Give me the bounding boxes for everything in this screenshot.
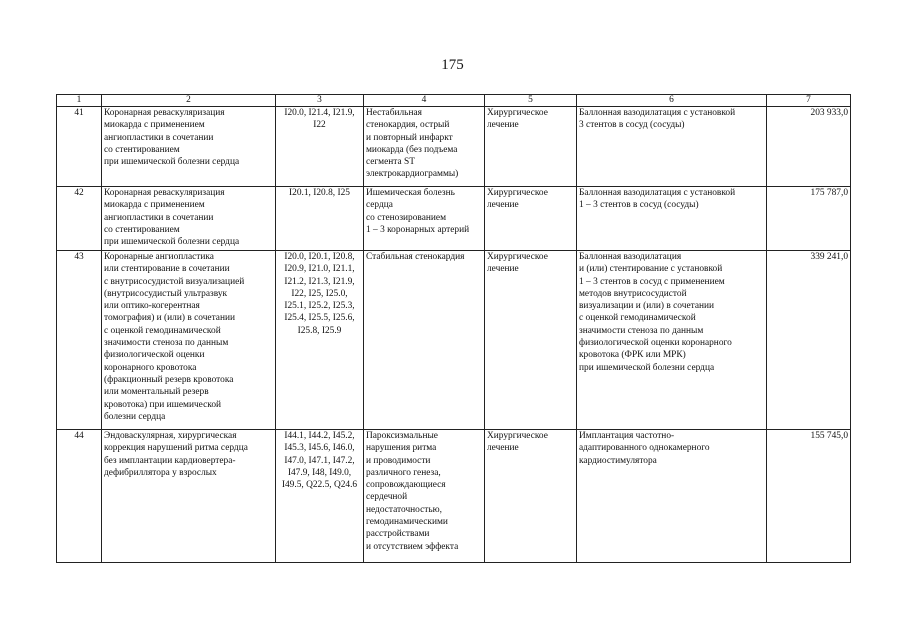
cell-line: кровотока (ФРК или МРК) [579, 350, 686, 361]
cell-line: сердечной [366, 492, 408, 503]
cell-line: Ишемическая болезнь [366, 188, 455, 198]
cell-line: коррекция нарушений ритма сердца [104, 443, 248, 454]
table-row [57, 107, 851, 187]
cell-line: при ишемической болезни сердца [104, 237, 240, 248]
patient-model [364, 251, 485, 430]
treatment-method [577, 187, 767, 251]
cell-line: I20.0, I21.4, I21.9, [284, 108, 355, 118]
column-header: 3 [276, 95, 364, 107]
cell-line: лечение [487, 200, 519, 211]
cell-line: I25.8, I25.9 [297, 325, 342, 336]
cell-line: адаптированного однокамерного [579, 443, 710, 454]
cell-line: расстройствами [366, 529, 430, 540]
cell-line: ангиопластики в сочетании [104, 212, 214, 223]
cell-line: Коронарная реваскуляризация [104, 188, 225, 198]
cell-line: сегмента ST [366, 157, 415, 168]
row-number: 41 [57, 107, 102, 187]
cell-line: стенокардия, острый [366, 120, 450, 131]
cell-line: Хирургическое [487, 108, 548, 118]
cell-line: Пароксизмальные [366, 431, 438, 441]
icd-codes [276, 430, 364, 563]
cell-line: и проводимости [366, 455, 431, 466]
cell-line: I20.9, I21.0, I21.1, [284, 264, 355, 275]
table-row [57, 430, 851, 563]
cell-line: кардиостимулятора [579, 455, 657, 466]
cell-line: коронарного кровотока [104, 362, 197, 373]
tariff-table [56, 94, 851, 563]
service-name [102, 430, 276, 563]
cell-line: томография) и (или) в сочетании [104, 313, 236, 324]
cell-line: 3 стентов в сосуд (сосуды) [579, 120, 685, 131]
treatment-method [577, 107, 767, 187]
cell-line: недостаточностью, [366, 504, 442, 515]
cell-line: или моментальный резерв [104, 387, 209, 398]
service-name [102, 187, 276, 251]
cell-line: лечение [487, 443, 519, 454]
cell-line: значимости стеноза по данным [579, 325, 704, 336]
price: 155 745,0 [767, 430, 851, 563]
column-header: 7 [767, 95, 851, 107]
table-row [57, 251, 851, 430]
cell-line: I22 [313, 120, 326, 131]
cell-line: 1 – 3 стентов в сосуд с применением [579, 276, 725, 287]
icd-codes [276, 251, 364, 430]
cell-line: лечение [487, 120, 519, 131]
column-header: 6 [577, 95, 767, 107]
price: 175 787,0 [767, 187, 851, 251]
price: 339 241,0 [767, 251, 851, 430]
cell-line: миокарда с применением [104, 120, 205, 131]
cell-line: I21.2, I21.3, I21.9, [284, 276, 355, 287]
cell-line: миокарда с применением [104, 200, 205, 211]
icd-codes [276, 107, 364, 187]
cell-line: и повторный инфаркт [366, 132, 453, 143]
treatment-type [485, 187, 577, 251]
patient-model [364, 187, 485, 251]
cell-line: и отсутствием эффекта [366, 541, 459, 552]
column-header: 4 [364, 95, 485, 107]
cell-line: с оценкой гемодинамической [579, 313, 696, 324]
cell-line: Хирургическое [487, 188, 548, 198]
cell-line: электрокардиограммы) [366, 169, 459, 180]
row-number: 43 [57, 251, 102, 430]
cell-line: Баллонная вазодилатация с установкой [579, 108, 736, 118]
service-name [102, 107, 276, 187]
treatment-type [485, 430, 577, 563]
cell-line: Эндоваскулярная, хирургическая [104, 431, 237, 441]
table-row [57, 187, 851, 251]
page-number: 175 [441, 57, 464, 73]
cell-line: кровотока) при ишемической [104, 399, 222, 410]
cell-line: со стентированием [104, 224, 180, 235]
cell-line: или оптико-когерентная [104, 301, 200, 312]
row-number: 42 [57, 187, 102, 251]
cell-line: физиологической оценки [104, 350, 205, 361]
cell-line: различного генеза, [366, 467, 441, 478]
icd-codes [276, 187, 364, 251]
cell-line: 1 – 3 стентов в сосуд (сосуды) [579, 200, 699, 211]
cell-line: I47.0, I47.1, I47.2, [284, 455, 355, 466]
cell-line: 1 – 3 коронарных артерий [366, 224, 470, 235]
cell-line: (внутрисосудистый ультразвук [104, 288, 228, 299]
treatment-method [577, 430, 767, 563]
price: 203 933,0 [767, 107, 851, 187]
cell-line: I25.1, I25.2, I25.3, [284, 301, 355, 312]
column-header: 5 [485, 95, 577, 107]
cell-line: болезни сердца [104, 411, 166, 422]
treatment-type [485, 251, 577, 430]
cell-line: методов внутрисосудистой [579, 288, 687, 299]
cell-line: нарушения ритма [366, 443, 437, 454]
cell-line: I22, I25, I25.0, [291, 288, 348, 299]
column-header: 2 [102, 95, 276, 107]
table-body [57, 107, 851, 563]
cell-line: дефибриллятора у взрослых [104, 467, 217, 478]
cell-line: Баллонная вазодилатация с установкой [579, 188, 736, 198]
cell-line: Баллонная вазодилатация [579, 252, 682, 262]
cell-line: Хирургическое [487, 431, 548, 441]
cell-line: визуализации и (или) в сочетании [579, 301, 715, 312]
cell-line: при ишемической болезни сердца [104, 157, 240, 168]
cell-line: (фракционный резерв кровотока [104, 374, 234, 385]
patient-model [364, 107, 485, 187]
patient-model [364, 430, 485, 563]
cell-line: значимости стеноза по данным [104, 338, 229, 349]
cell-line: с оценкой гемодинамической [104, 325, 221, 336]
cell-line: I49.5, Q22.5, Q24.6 [281, 480, 358, 491]
cell-line: Имплантация частотно- [579, 431, 675, 441]
cell-line: I25.4, I25.5, I25.6, [284, 313, 355, 324]
cell-line: I44.1, I44.2, I45.2, [284, 431, 355, 441]
cell-line: и (или) стентирование с установкой [579, 264, 723, 275]
treatment-method [577, 251, 767, 430]
cell-line: лечение [487, 264, 519, 275]
service-name [102, 251, 276, 430]
cell-line: ангиопластики в сочетании [104, 132, 214, 143]
treatment-type [485, 107, 577, 187]
table-header [57, 95, 851, 107]
cell-line: со стенозированием [366, 212, 447, 223]
cell-line: Хирургическое [487, 252, 548, 262]
cell-line: при ишемической болезни сердца [579, 362, 715, 373]
cell-line: I20.1, I20.8, I25 [289, 188, 350, 198]
cell-line: Коронарная реваскуляризация [104, 108, 225, 118]
cell-line: физиологической оценки коронарного [579, 338, 732, 349]
cell-line: Нестабильная [366, 108, 422, 118]
cell-line: I45.3, I45.6, I46.0, [284, 443, 355, 454]
cell-line: или стентирование в сочетании [104, 264, 230, 275]
cell-line: Стабильная стенокардия [366, 252, 465, 262]
row-number: 44 [57, 430, 102, 563]
cell-line: миокарда (без подъема [366, 144, 458, 155]
cell-line: сопровождающиеся [366, 480, 446, 491]
cell-line: I47.9, I48, I49.0, [287, 467, 352, 478]
cell-line: гемодинамическими [366, 517, 448, 528]
cell-line: с внутрисосудистой визуализацией [104, 276, 245, 287]
cell-line: сердца [366, 200, 393, 211]
column-header: 1 [57, 95, 102, 107]
cell-line: I20.0, I20.1, I20.8, [284, 252, 355, 262]
cell-line: без имплантации кардиовертера- [104, 455, 236, 466]
cell-line: со стентированием [104, 144, 180, 155]
cell-line: Коронарные ангиопластика [104, 252, 214, 262]
